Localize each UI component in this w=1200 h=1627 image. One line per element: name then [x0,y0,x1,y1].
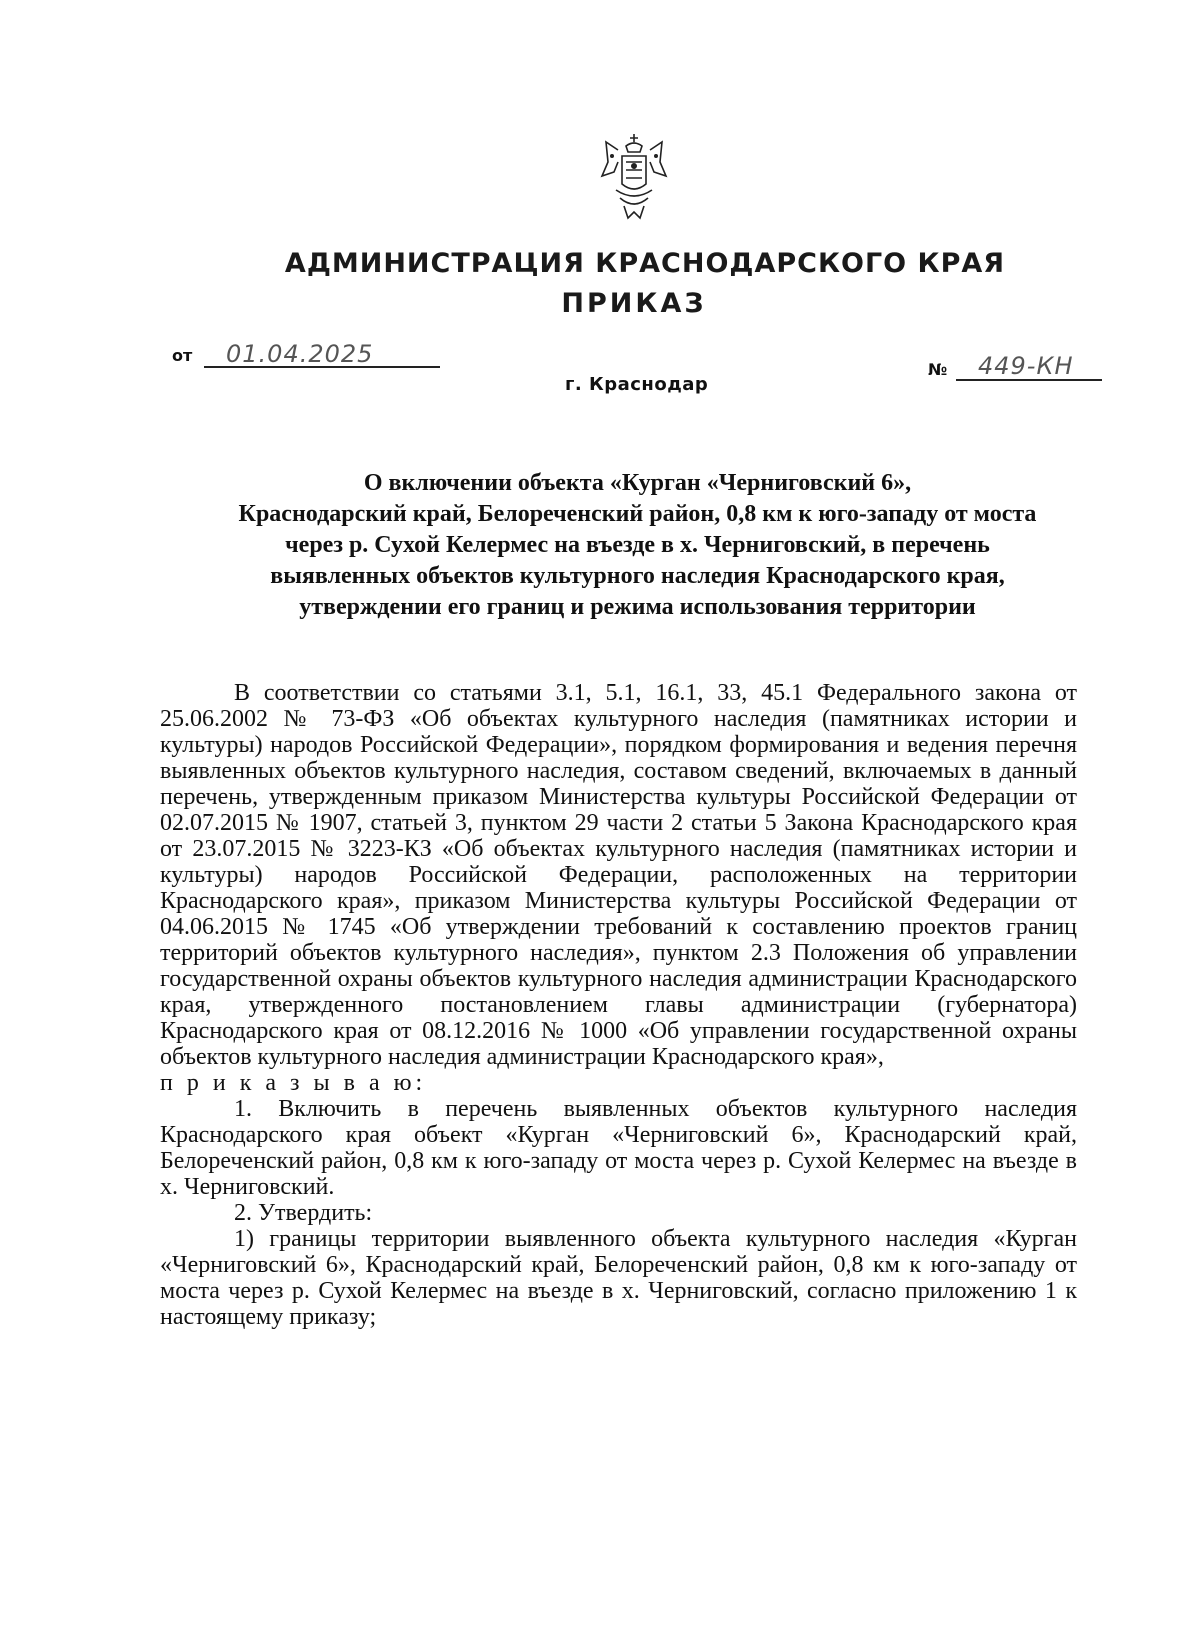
organization-name: АДМИНИСТРАЦИЯ КРАСНОДАРСКОГО КРАЯ [284,248,1006,279]
title-line: утверждении его границ и режима использования территории [299,594,976,620]
city-name: г. Краснодар [565,374,709,395]
document-type: ПРИКАЗ [561,288,707,319]
handwritten-number: 449-КН [978,352,1074,380]
item-2-1-paragraph: 1) границы территории выявленного объекта культурного наследия «Курган «Черниговский 6», Краснодарский край, Белореченский район, 0,8 км к юго-западу от моста через р. Сухой Келермес на въезде в х. Черниговский, согласно приложению 1 к настоящему приказу; [160,1226,1077,1330]
order-body [160,680,1077,1330]
krasnodar-coat-of-arms-icon [598,132,670,224]
title-line: выявленных объектов культурного наследия Краснодарского края, [270,563,1005,589]
item-1-paragraph: 1. Включить в перечень выявленных объектов культурного наследия Краснодарского края объект «Курган «Черниговский 6», Краснодарский край, Белореченский район, 0,8 км к юго-западу от моста через р. Сухой Келермес на въезде в х. Черниговский. [160,1096,1077,1200]
date-label: от [172,346,193,365]
number-label: № [928,360,948,379]
title-line: О включении объекта «Курган «Черниговский 6», [363,470,912,496]
preamble-paragraph: В соответствии со статьями 3.1, 5.1, 16.1, 33, 45.1 Федерального закона от 25.06.2002 № 73-ФЗ «Об объектах культурного наследия (памятниках истории и культуры) народов Российской Федерации», порядком формирования и ведения перечня выявленных объектов культурного наследия, составом сведений, включаемых в данный перечень, утвержденным приказом Министерства культуры Российской Федерации от 02.07.2015 № 1907, статьей 3, пунктом 29 части 2 статьи 5 Закона Краснодарского края от 23.07.2015 № 3223-КЗ «Об объектах культурного наследия (памятниках истории и культуры) народов Российской Федерации, расположенных на территории Краснодарского края», приказом Министерства культуры Российской Федерации от 04.06.2015 № 1745 «Об утверждении требований к составлению проектов границ территорий объектов культурного наследия», пунктом 2.3 Положения об управлении государственной охраны объектов культурного наследия администрации Краснодарского края, утвержденного постановлением главы администрации (губернатора) Краснодарского края от 08.12.2016 № 1000 «Об управлении государственной охраны объектов культурного наследия администрации Краснодарского края», [160,680,1077,1070]
order-word: п р и к а з ы в а ю: [160,1070,427,1096]
order-title [160,468,1115,623]
title-line: Краснодарский край, Белореченский район, 0,8 км к юго-западу от моста [238,501,1037,527]
title-line: через р. Сухой Келермес на въезде в х. Черниговский, в перечень [285,532,990,558]
handwritten-date: 01.04.2025 [226,340,374,368]
item-2-paragraph: 2. Утвердить: [234,1200,373,1226]
